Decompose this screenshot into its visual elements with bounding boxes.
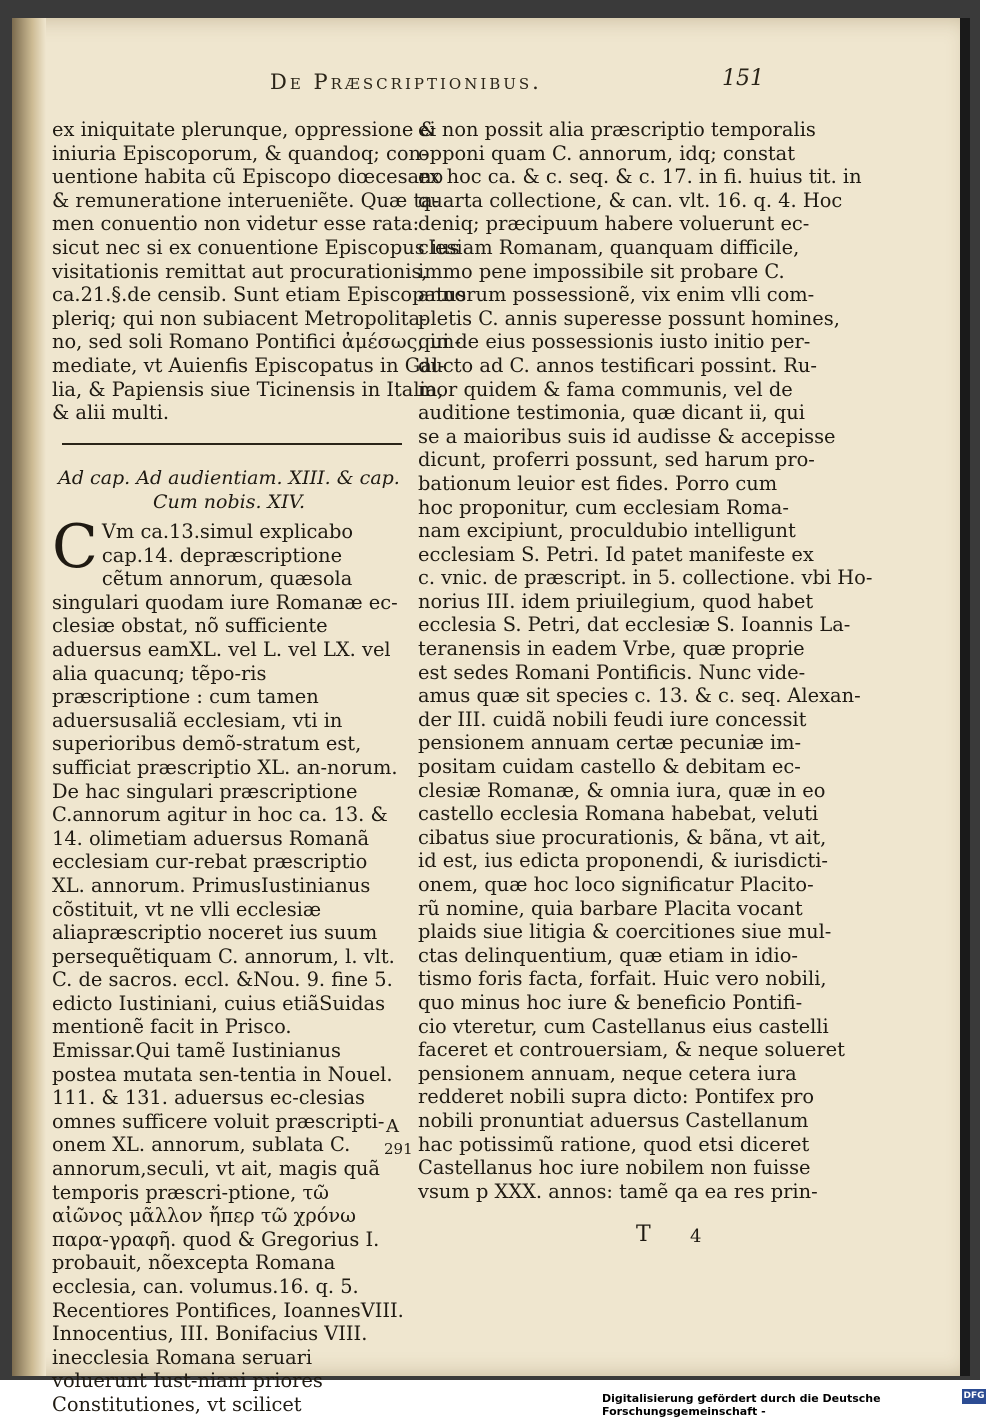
text-line: onem, quæ hoc loco significatur Placito- bbox=[418, 873, 814, 896]
text-line: annorum agitur in hoc ca. 13. & 14. olim bbox=[52, 803, 388, 850]
text-line: der III. cuidã nobili feudi iure concessit bbox=[418, 707, 807, 731]
text-line: sicut nec si ex conuentione Episcopus ius bbox=[52, 235, 460, 259]
text-line: mediate, vt Auienfis Episcopatus in Gal- bbox=[52, 353, 445, 377]
text-line: clesiæ Romanæ, & omnia iura, quæ in eo bbox=[418, 778, 826, 802]
text-line: clesiam Romanam, quanquam difficile, bbox=[418, 235, 800, 259]
left-column-body bbox=[52, 512, 404, 1417]
text-line: & remuneratione interueniẽte. Quæ ta- bbox=[52, 188, 440, 212]
text-line: pletis C. annis superesse possunt homines, bbox=[418, 306, 840, 330]
text-line: dicunt, proferri possunt, sed harum pro- bbox=[418, 448, 815, 472]
text-line: tentia in Nouel. 111. & 131. aduersus ec- bbox=[52, 1062, 393, 1110]
text-line: immo pene impossibile sit probare C. bbox=[418, 259, 785, 283]
text-line: clesiæ obstat, nõ sufficiente aduersus eam bbox=[52, 614, 328, 661]
footer-credit: Digitalisierung gefördert durch die Deutsche Forschungsgemeinschaft - bbox=[602, 1392, 881, 1418]
text-line: ptione, τῶ αἰῶνος μᾶλλον ἤπερ τῶ χρόνω παρα- bbox=[52, 1180, 356, 1251]
text-line: præscriptio noceret ius suum persequẽti bbox=[52, 921, 378, 968]
text-line: quam C. annorum, l. vlt. C. de sacros. eccl. & bbox=[52, 944, 395, 992]
text-line: c. vnic. de præscript. in 5. collectione. vbi Ho- bbox=[418, 566, 873, 590]
text-line: teranensis in eadem Vrbe, quæ proprie bbox=[418, 637, 805, 661]
page-number: 151 bbox=[722, 66, 764, 91]
text-line: lia, & Papiensis siue Ticinensis in Italia, bbox=[52, 377, 444, 401]
text-line: hac potissimũ ratione, quod etsi diceret bbox=[418, 1132, 810, 1156]
text-line: norius III. idem priuilegium, quod habet bbox=[418, 589, 814, 613]
text-line: hoc proponitur, cum ecclesiam Roma- bbox=[418, 495, 789, 519]
margin-note-number: 291 bbox=[384, 1140, 413, 1158]
text-line: nam excipiunt, proculdubio intelligunt bbox=[418, 519, 796, 543]
left-column-top bbox=[52, 118, 467, 425]
text-line: opponi quam C. annorum, idq; constat bbox=[418, 141, 796, 165]
right-column bbox=[418, 118, 873, 1203]
text-line: ex iniquitate plerunque, oppressione & bbox=[52, 118, 437, 141]
text-line: cio vteretur, cum Castellanus eius castelli bbox=[418, 1014, 829, 1038]
text-line: rebat præscriptio XL. annorum. Primus bbox=[52, 850, 368, 897]
text-line: niani priores Constitutiones, vt scilicet bbox=[52, 1369, 323, 1416]
margin-note-letter: A bbox=[386, 1116, 399, 1137]
text-line: præscriptione cẽtum annorum, quæ bbox=[101, 543, 343, 591]
text-line: cibatus siue procurationis, & bãna, vt ait, bbox=[418, 825, 827, 849]
text-line: faceret et controuersiam, & neque solueret bbox=[418, 1038, 845, 1062]
section-rule bbox=[62, 443, 402, 445]
text-line: no, sed soli Romano Pontifici ἀμέσως, im- bbox=[52, 330, 461, 354]
text-line: pleriq; qui non subiacent Metropolita- bbox=[52, 306, 427, 330]
text-line: ctas delinquentium, quæ etiam in idio- bbox=[418, 943, 798, 967]
signature-number: 4 bbox=[690, 1226, 702, 1247]
text-line: id est, ius edicta proponendi, & iurisdicti- bbox=[418, 849, 828, 873]
text-line: pensionem annuam certæ pecuniæ im- bbox=[418, 731, 802, 755]
text-line: visitationis remittat aut procurationis, bbox=[52, 259, 428, 283]
text-line: rũ nomine, quia barbare Placita vocant bbox=[418, 896, 803, 920]
page-binding bbox=[12, 18, 46, 1376]
text-line: 16. q. 5. Recentiores Pontifices, Ioannes bbox=[52, 1275, 361, 1322]
text-line: pensionem annuam, neque cetera iura bbox=[418, 1061, 797, 1085]
text-line: deniq; præcipuum habere voluerunt ec- bbox=[418, 212, 810, 236]
drop-capital: C bbox=[52, 512, 98, 582]
running-header: De Præscriptionibus. bbox=[270, 70, 542, 94]
section-heading-line2: Cum nobis. XIV. bbox=[152, 491, 306, 513]
text-line: ecclesia S. Petri, dat ecclesiæ S. Ioannis La- bbox=[418, 613, 851, 637]
signature-mark: T bbox=[636, 1222, 651, 1247]
page-edge bbox=[960, 18, 970, 1376]
text-line: se a maioribus suis id audisse & accepisse bbox=[418, 424, 836, 448]
text-line: onem XL. annorum, sublata C. annorum, bbox=[52, 1133, 351, 1181]
text-line: redderet nobili supra dicto: Pontifex pro bbox=[418, 1085, 815, 1109]
text-line: excepta Romana ecclesia, can. volumus. bbox=[52, 1251, 336, 1298]
text-line: clesias omnes sufficere voluit præscripti- bbox=[52, 1086, 385, 1133]
text-line: amus quæ sit species c. 13. & c. seq. Alexan- bbox=[418, 684, 861, 708]
text-line: Suidas mentionẽ facit in Prisco. Emissar. bbox=[52, 991, 386, 1063]
text-line: ecclesiam S. Petri. Id patet manifeste ex bbox=[418, 542, 814, 566]
text-line: ecclesia Romana seruari voluerunt Iust- bbox=[52, 1345, 313, 1393]
text-line: nobili pronuntiat aduersus Castellanum bbox=[418, 1108, 809, 1132]
text-line: bationum leuior est fides. Porro cum bbox=[418, 471, 778, 495]
text-line: XL. vel L. vel LX. vel alia quacunq; tẽpo- bbox=[52, 637, 391, 685]
text-line: seculi, vt ait, magis quã temporis præscri- bbox=[52, 1157, 380, 1204]
left-body-lines bbox=[52, 512, 404, 1417]
section-heading-line1: Ad cap. Ad audientiam. XIII. & cap. bbox=[58, 467, 400, 489]
text-line: ducto ad C. annos testificari possint. Ru- bbox=[418, 353, 817, 377]
text-line: Castellanus hoc iure nobilem non fuisse bbox=[418, 1156, 811, 1180]
text-line: sola singulari quodam iure Romanæ ec- bbox=[52, 567, 398, 614]
section-heading bbox=[56, 466, 402, 514]
text-line: Vm ca.13.simul explicabo cap.14. de bbox=[101, 520, 354, 567]
text-line: ca.21.§.de censib. Sunt etiam Episcopatus bbox=[52, 283, 467, 307]
text-line: ris præscriptione : cum tamen aduersus bbox=[52, 661, 319, 732]
text-line: aliã ecclesiam, vti in superioribus demõ- bbox=[52, 708, 343, 756]
dfg-logo: DFG bbox=[962, 1389, 986, 1404]
text-line: est sedes Romani Pontificis. Nunc vide- bbox=[418, 660, 806, 684]
text-line: stratum est, sufficiat præscriptio XL. an- bbox=[52, 732, 362, 779]
text-line: VIII. Innocentius, III. Bonifacius VIII. in bbox=[52, 1298, 404, 1369]
text-line: plaids siue litigia & coercitiones siue mul- bbox=[418, 920, 832, 944]
text-line: auditione testimonia, quæ dicant ii, qui bbox=[418, 401, 805, 425]
text-line: vsum p XXX. annos: tamẽ qa ea res prin- bbox=[418, 1179, 818, 1203]
text-line: γραφῆ. quod & Gregorius I. probauit, nõ bbox=[52, 1227, 380, 1275]
text-line: quarta collectione, & can. vlt. 16. q. 4. Hoc bbox=[418, 188, 843, 212]
text-line: Qui tamẽ Iustinianus postea mutata sen- bbox=[52, 1039, 341, 1086]
text-line: etiam aduersus Romanã ecclesiam cur- bbox=[52, 826, 370, 874]
text-line: iniuria Episcoporum, & quandoq; con- bbox=[52, 141, 428, 165]
text-line: norum. De hac singulari præscriptione C. bbox=[52, 755, 398, 827]
text-line: uentione habita cũ Episcopo diœcesano bbox=[52, 165, 444, 189]
text-line: mor quidem & fama communis, vel de bbox=[418, 377, 793, 401]
text-line: castello ecclesia Romana habebat, veluti bbox=[418, 802, 819, 826]
text-line: men conuentio non videtur esse rata: bbox=[52, 212, 420, 236]
text-line: qui de eius possessionis iusto initio per- bbox=[418, 330, 811, 354]
text-line: Iustinianus cõstituit, vt ne vlli ecclesiæ alia bbox=[52, 873, 371, 945]
text-line: annorum possessionẽ, vix enim vlli com- bbox=[418, 283, 815, 307]
text-line: ex hoc ca. & c. seq. & c. 17. in fi. huius tit. in bbox=[418, 165, 862, 189]
text-line: & alii multi. bbox=[52, 401, 169, 425]
text-line: positam cuidam castello & debitam ec- bbox=[418, 755, 801, 779]
text-line: quo minus hoc iure & beneficio Pontifi- bbox=[418, 990, 803, 1014]
text-line: Nou. 9. fine 5. edicto Iustiniani, cuius etiã bbox=[52, 968, 393, 1015]
text-line: tismo foris facta, forfait. Huic vero nobili, bbox=[418, 967, 827, 991]
text-line: ei non possit alia præscriptio temporalis bbox=[418, 118, 816, 141]
